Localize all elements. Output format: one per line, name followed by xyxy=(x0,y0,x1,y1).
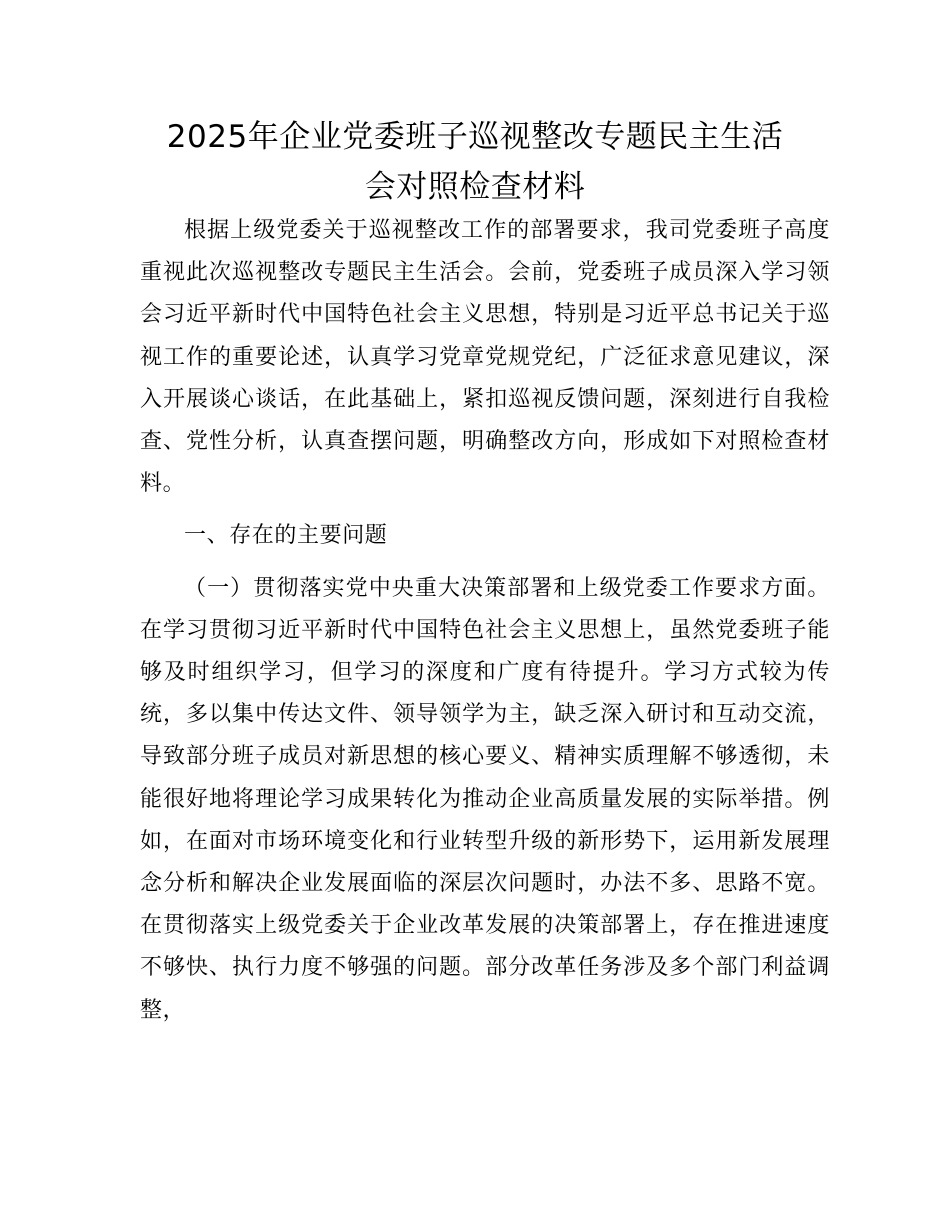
body-paragraph: （一）贯彻落实党中央重大决策部署和上级党委工作要求方面。在学习贯彻习近平新时代中国特色社会主义思想上，虽然党委班子能够及时组织学习，但学习的深度和广度有待提升。学习方式较为传统，多以集中传达文件、领导领学为主，缺乏深入研讨和互动交流，导致部分班子成员对新思想的核心要义、精神实质理解不够透彻，未能很好地将理论学习成果转化为推动企业高质量发展的实际举措。例如，在面对市场环境变化和行业转型升级的新形势下，运用新发展理念分析和解决企业发展面临的深层次问题时，办法不多、思路不宽。在贯彻落实上级党委关于企业改革发展的决策部署上，存在推进速度不够快、执行力度不够强的问题。部分改革任务涉及多个部门利益调整， xyxy=(140,575,830,1023)
title-line-2: 会对照检查材料 xyxy=(364,169,586,205)
document-body xyxy=(140,210,830,1032)
intro-paragraph: 根据上级党委关于巡视整改工作的部署要求，我司党委班子高度重视此次巡视整改专题民主生活会。会前，党委班子成员深入学习领会习近平新时代中国特色社会主义思想，特别是习近平总书记关于巡视工作的重要论述，认真学习党章党规党纪，广泛征求意见建议，深入开展谈心谈话，在此基础上，紧扣巡视反馈问题，深刻进行自我检查、党性分析，认真查摆问题，明确整改方向，形成如下对照检查材料。 xyxy=(140,218,830,497)
section-heading: 一、存在的主要问题 xyxy=(184,523,388,549)
document-title xyxy=(140,112,810,212)
title-line-1: 2025年企业党委班子巡视整改专题民主生活 xyxy=(166,119,784,155)
